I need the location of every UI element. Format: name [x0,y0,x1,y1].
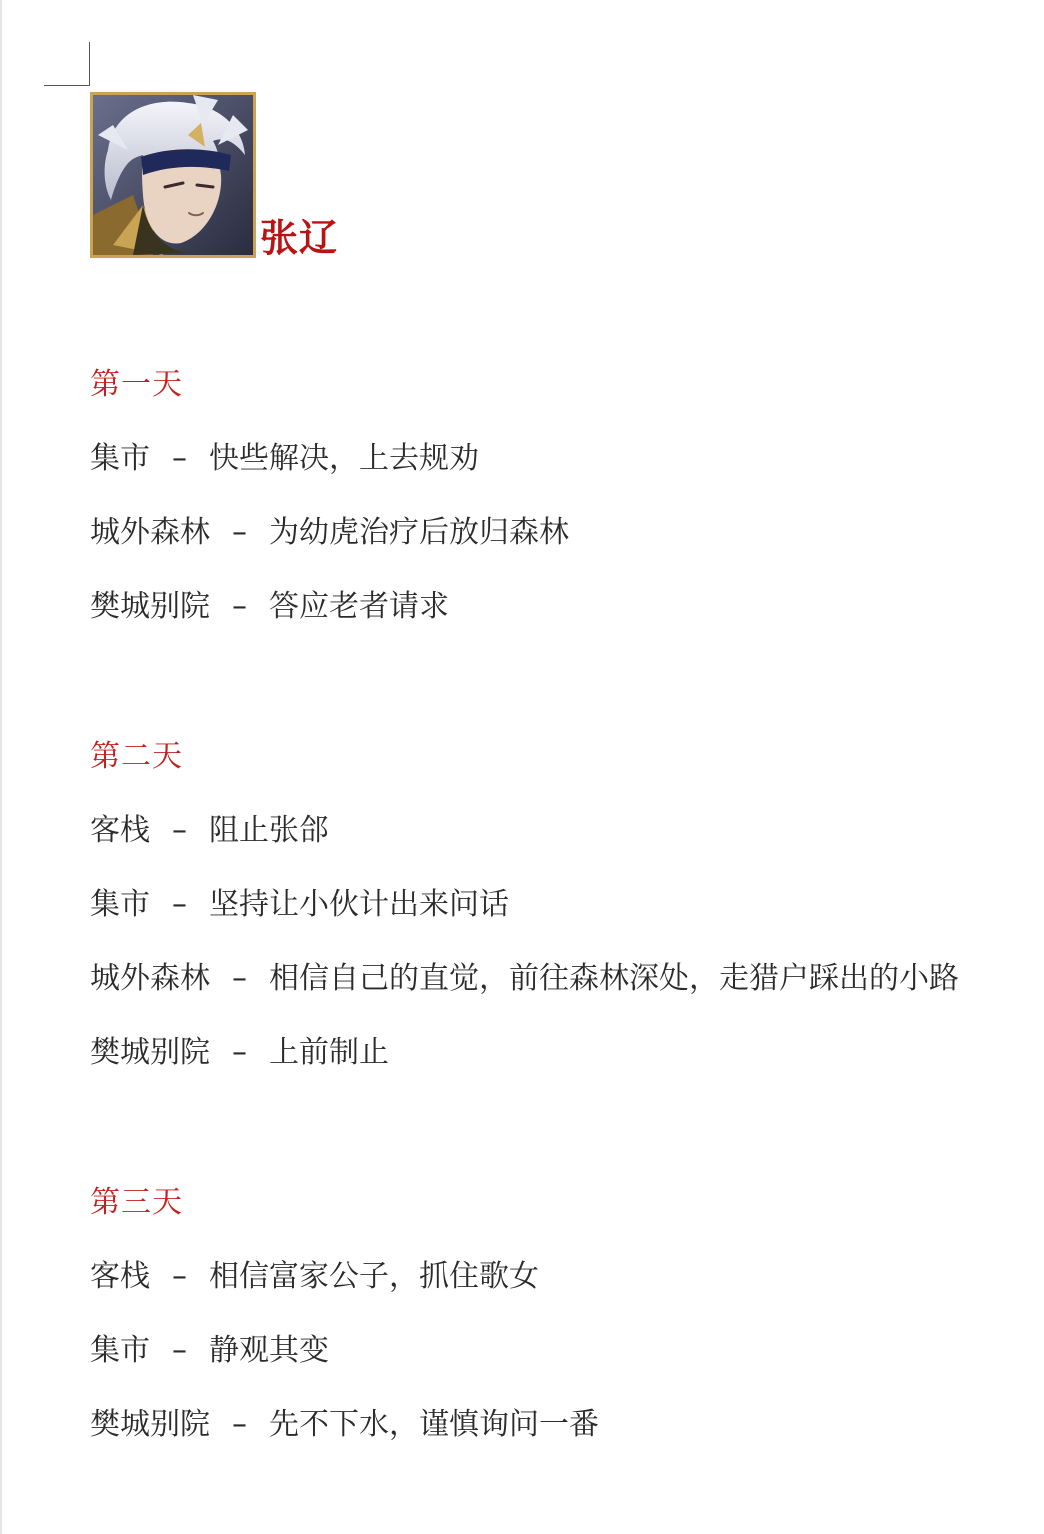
choice-text: 答应老者请求 [269,589,449,624]
day-title: 第三天 [90,1185,183,1220]
choice-text: 阻止张郃 [209,813,329,848]
location-label: 集市 [90,887,150,922]
list-item [90,434,1030,484]
day-title: 第二天 [90,739,183,774]
location-label: 樊城别院 [90,589,210,624]
location-label: 客栈 [90,813,150,848]
hero-avatar [90,92,256,258]
location-label: 集市 [90,441,150,476]
separator: – [172,813,187,848]
list-item [90,582,1030,632]
choice-text: 相信自己的直觉，前往森林深处，走猎户踩出的小路 [269,961,959,996]
list-item [90,1252,1030,1302]
separator: – [172,887,187,922]
section-gap [90,656,1030,732]
walkthrough-content [90,360,1030,1474]
separator: – [232,1407,247,1442]
choice-text: 先不下水，谨慎询问一番 [269,1407,599,1442]
separator: – [172,441,187,476]
location-label: 樊城别院 [90,1035,210,1070]
choice-text: 相信富家公子，抓住歌女 [209,1259,539,1294]
choice-text: 快些解决，上去规劝 [209,441,479,476]
location-label: 集市 [90,1333,150,1368]
list-item [90,880,1030,930]
separator: – [232,589,247,624]
location-label: 客栈 [90,1259,150,1294]
list-item [90,806,1030,856]
choice-text: 为幼虎治疗后放归森林 [269,515,569,550]
choice-text: 上前制止 [269,1035,389,1070]
choice-text: 坚持让小伙计出来问话 [209,887,509,922]
list-item [90,508,1030,558]
separator: – [172,1259,187,1294]
day-3-section [90,1178,1030,1450]
choice-text: 静观其变 [209,1333,329,1368]
text-margin-corner-mark [44,42,90,86]
list-item [90,1028,1030,1078]
day-1-section [90,360,1030,632]
location-label: 樊城别院 [90,1407,210,1442]
separator: – [172,1333,187,1368]
day-2-section [90,732,1030,1078]
page-edge [0,0,2,1534]
location-label: 城外森林 [90,515,210,550]
separator: – [232,961,247,996]
day-title: 第一天 [90,367,183,402]
hero-name: 张辽 [260,216,339,260]
separator: – [232,515,247,550]
list-item [90,1400,1030,1450]
hero-header [90,92,490,260]
list-item [90,1326,1030,1376]
hero-portrait-image [93,95,253,255]
location-label: 城外森林 [90,961,210,996]
separator: – [232,1035,247,1070]
section-gap [90,1102,1030,1178]
list-item [90,954,1030,1004]
